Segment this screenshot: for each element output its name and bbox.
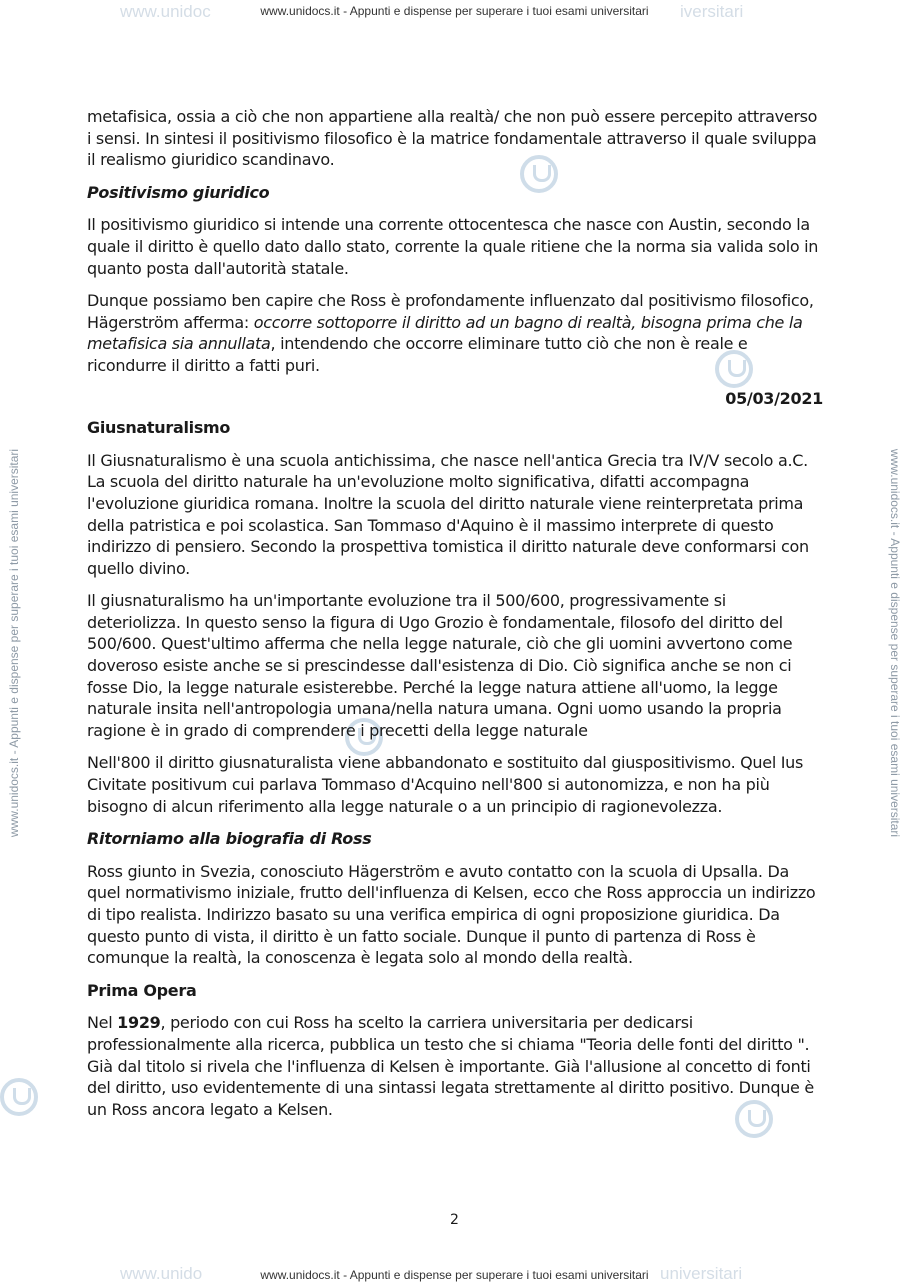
paragraph: Il positivismo giuridico si intende una corrente ottocentesca che nasce con Austin, secondo la quale il diritto è quello dato dallo stato, corrente la quale ritiene che la norma sia valida solo in quanto posta dall'autorità statale. xyxy=(87,215,819,278)
watermark-banner-top: www.unidocs.it - Appunti e dispense per superare i tuoi esami universitari xyxy=(260,4,649,18)
paragraph: Ross giunto in Svezia, conosciuto Hägerström e avuto contatto con la scuola di Upsalla. Da quel normativismo iniziale, frutto dell'influenza di Kelsen, ecco che Ross approccia un indirizzo di tipo realista. Indirizzo basato su una verifica empirica di ogni proposizione giuridica. Da questo punto di vista, il diritto è un fatto sociale. Dunque il punto di partenza di Ross è comunque la realtà, la conoscenza è legata solo al mondo della realtà. xyxy=(87,861,816,968)
text-run: , intendendo che occorre eliminare tutto ciò che non è reale e ricondurre il diritto a fatti puri. xyxy=(87,334,748,375)
watermark-side-left: www.unidocs.it - Appunti e dispense per superare i tuoi esami universitari xyxy=(7,448,21,838)
watermark-logo-icon xyxy=(0,1078,38,1116)
section-heading-prima-opera: Prima Opera xyxy=(87,980,197,1000)
page-number: 2 xyxy=(450,1212,459,1228)
text-run: , periodo con cui Ross ha scelto la carriera universitaria per dedicarsi professionalmente alla ricerca, pubblica un testo che si chiama "Teoria delle fonti del diritto ". Già dal titolo si rivela che l'influenza di Kelsen è importante. Già l'allusione al concetto di fonti del diritto, uso evidentemente di una sintassi legata strettamente al diritto positivo. Dunque è un Ross ancora legato a Kelsen. xyxy=(87,1013,814,1119)
section-heading-biografia-ross: Ritorniamo alla biografia di Ross xyxy=(87,829,372,849)
paragraph: Nell'800 il diritto giusnaturalista viene abbandonato e sostituito dal giuspositivismo. Quel Ius Civitate positivum cui parlava Tommaso d'Acquino nell'800 si autonomizza, e non ha più bisogno di alcun riferimento alla legge naturale o a un principio di ragionevolezza. xyxy=(87,753,804,816)
year-bold: 1929 xyxy=(117,1013,161,1033)
text-run: Dunque possiamo ben capire che Ross è profondamente influenzato dal positivismo filosofico, Hägerström afferma: xyxy=(87,291,814,332)
watermark-banner-bottom: www.unidocs.it - Appunti e dispense per superare i tuoi esami universitari xyxy=(260,1268,649,1282)
paragraph: Il Giusnaturalismo è una scuola antichissima, che nasce nell'antica Grecia tra IV/V secolo a.C. La scuola del diritto naturale ha un'evoluzione molto significativa, difatti accompagna l'evoluzione giuridica romana. Inoltre la scuola del diritto naturale viene reinterpretata prima della patristica e poi scolastica. San Tommaso d'Aquino è il massimo interprete di questo indirizzo di pensiero. Secondo la prospettiva tomistica il diritto naturale deve conformarsi con quello divino. xyxy=(87,450,809,578)
section-heading-giusnaturalismo: Giusnaturalismo xyxy=(87,418,231,438)
paragraph: Il giusnaturalismo ha un'importante evoluzione tra il 500/600, progressivamente si deteriolizza. In questo senso la figura di Ugo Grozio è fondamentale, filosofo del diritto del 500/600. Quest'ultimo afferma che nella legge naturale, ciò che gli uomini avvertono come doveroso esiste anche se si prescindesse dall'esistenza di Dio. Ciò significa anche se non ci fosse Dio, la legge naturale esisterebbe. Perché la legge natura attiene all'uomo, la legge naturale insita nell'antropologia umana/nella natura umana. Ogni uomo usando la propria ragione è in grado di comprendere i precetti della legge naturale xyxy=(87,591,793,740)
watermark-ghost-top-right: iversitari xyxy=(680,2,744,21)
watermark-ghost-bottom-right: universitari xyxy=(660,1264,743,1283)
paragraph: metafisica, ossia a ciò che non appartiene alla realtà/ che non può essere percepito attraverso i sensi. In sintesi il positivismo filosofico è la matrice fondamentale attraverso il quale sviluppa il realismo giuridico scandinavo. xyxy=(87,107,818,170)
watermark-ghost-bottom-left: www.unido xyxy=(120,1264,203,1283)
paragraph xyxy=(87,290,823,376)
watermark-ghost-top-left: www.unidoc xyxy=(120,2,211,21)
paragraph xyxy=(87,1012,823,1120)
document-body xyxy=(87,106,823,1131)
section-heading-positivismo-giuridico: Positivismo giuridico xyxy=(87,182,270,202)
text-run: Nel xyxy=(87,1013,118,1033)
quote-italic: occorre sottoporre il diritto ad un bagno di realtà, bisogna prima che la metafisica sia annullata xyxy=(87,312,803,354)
lecture-date: 05/03/2021 xyxy=(725,388,823,408)
watermark-side-right: www.unidocs.it - Appunti e dispense per superare i tuoi esami universitari xyxy=(888,448,902,838)
